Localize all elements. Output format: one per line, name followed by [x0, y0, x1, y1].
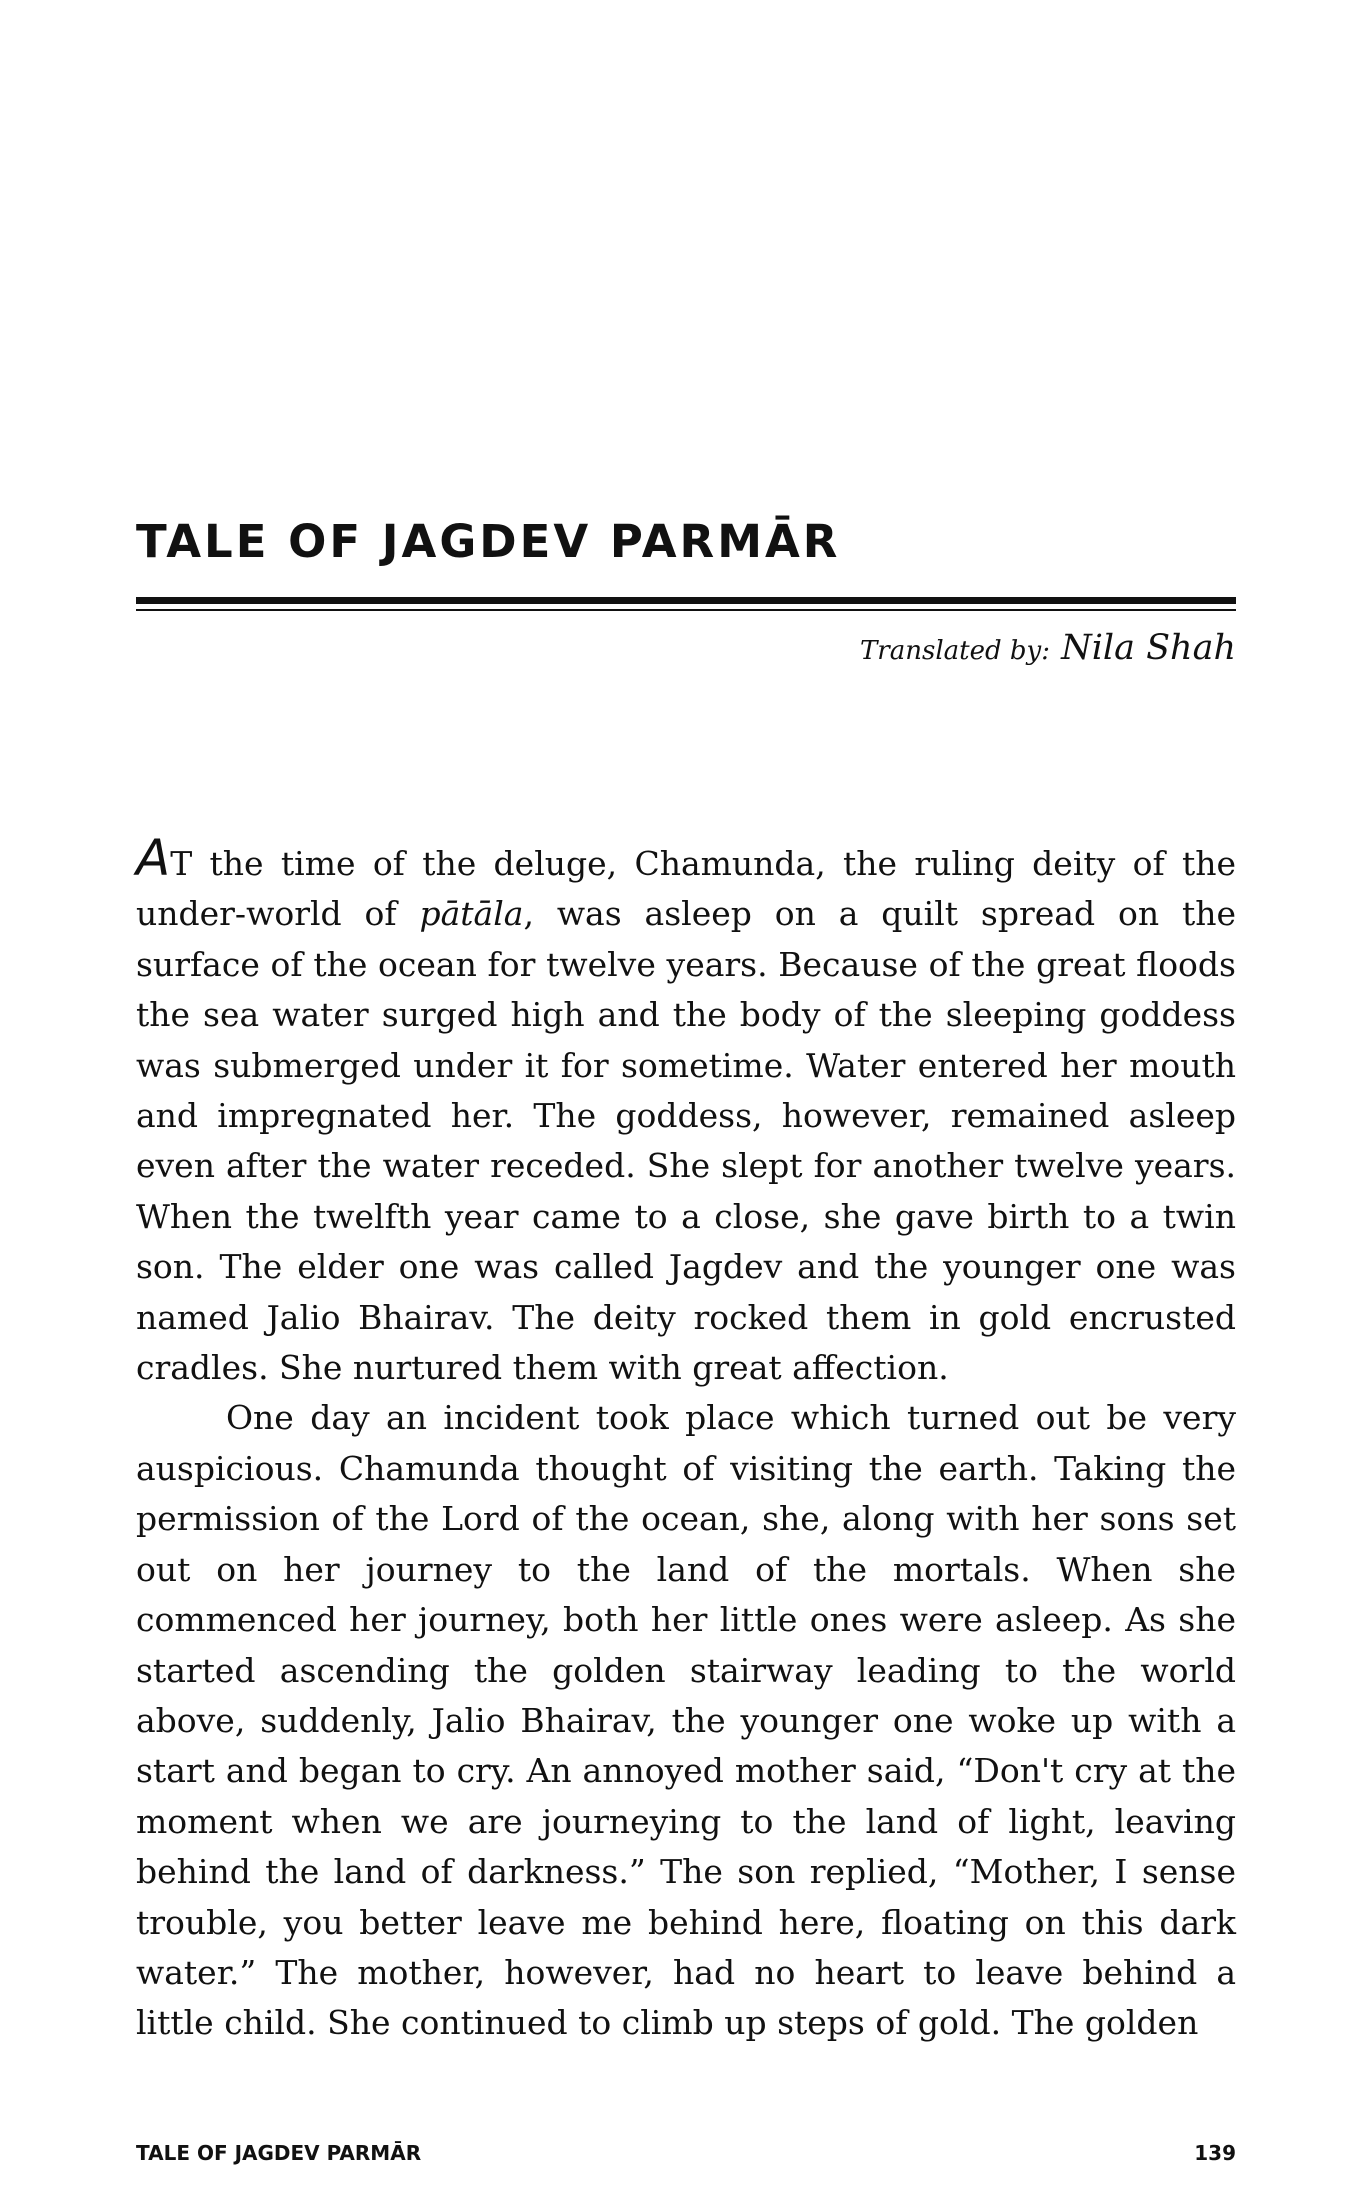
book-page: [136, 0, 1236, 2212]
chapter-body: [136, 829, 1236, 2049]
page-number: 139: [1194, 2141, 1236, 2165]
paragraph-2: One day an incident took place which turned out be very auspicious. Chamunda thought of visiting the earth. Taking the permission of the Lord of the ocean, she, along with her sons set out on her journey to the land of the mortals. When she commenced her journey, both her little ones were asleep. As she started ascending the golden stairway leading to the world above, suddenly, Jalio Bhairav, the younger one woke up with a start and began to cry. An annoyed mother said, “Don't cry at the moment when we are journeying to the land of light, leaving behind the land of darkness.” The son replied, “Mother, I sense trouble, you better leave me behind here, floating on this dark water.” The mother, however, had no heart to leave behind a little child. She continued to climb up steps of gold. The golden: [136, 1398, 1236, 2043]
translator-byline: [860, 628, 1236, 668]
paragraph-1-text-a: the time of the deluge, Chamunda, the ruling deity of the under-world of: [136, 844, 1236, 934]
paragraph-1: [136, 829, 1236, 1393]
translator-label: Translated by:: [859, 636, 1050, 666]
term-patala: pātāla: [419, 894, 524, 934]
drop-cap-rest: T: [170, 844, 193, 883]
translator-name: Nila Shah: [1061, 628, 1236, 668]
divider-thin-line: [136, 609, 1236, 611]
title-divider: [136, 597, 1236, 611]
chapter-title: TALE OF JAGDEV PARMĀR: [136, 515, 841, 568]
paragraph-1-text-b: , was asleep on a quilt spread on the surface of the ocean for twelve years. Because of the great floods the sea water surged high and the body of the sleeping goddess was submerged under it for sometime. Water entered her mouth and impregnated her. The goddess, however, remained asleep even after the water receded. She slept for another twelve years. When the twelfth year came to a close, she gave birth to a twin son. The elder one was called Jagdev and the younger one was named Jalio Bhairav. The deity rocked them in gold encrusted cradles. She nurtured them with great affection.: [136, 894, 1236, 1388]
divider-thick-line: [136, 597, 1236, 604]
running-title: TALE OF JAGDEV PARMĀR: [136, 2141, 422, 2165]
drop-cap: A: [136, 829, 171, 887]
